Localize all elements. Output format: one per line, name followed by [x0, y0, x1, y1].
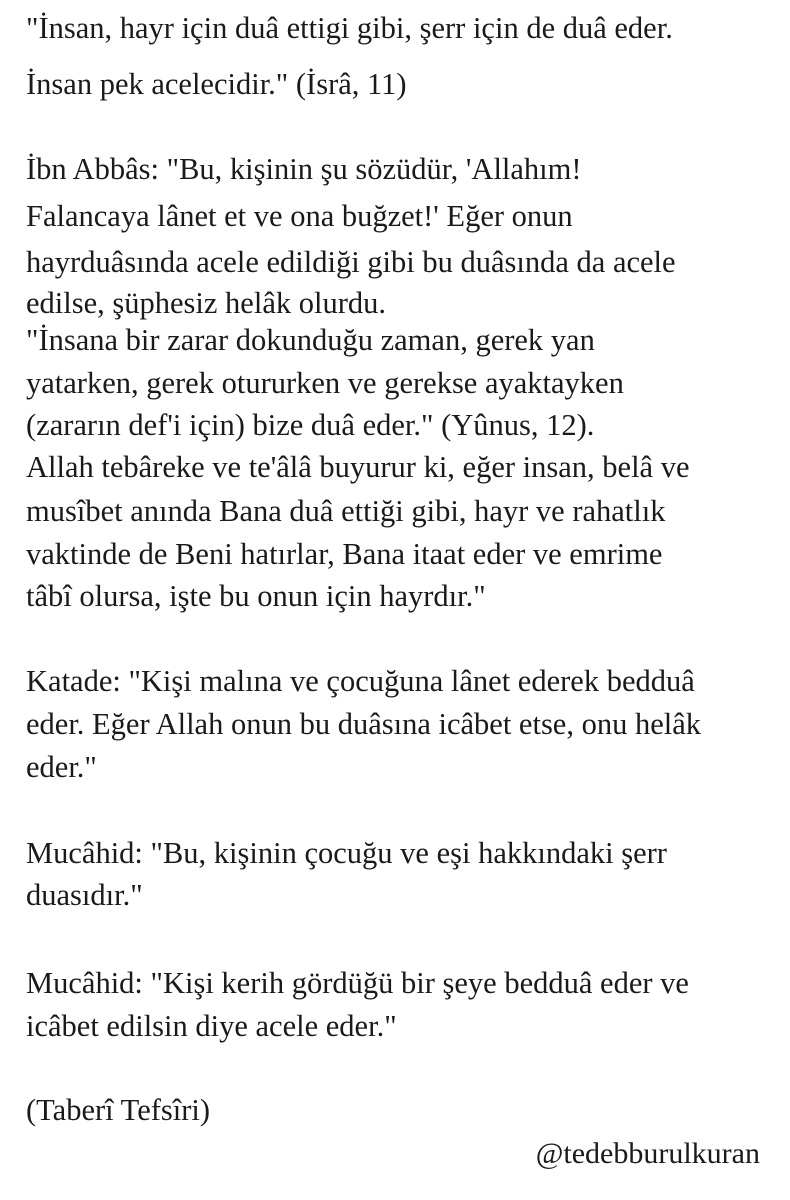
text-line: İnsan pek acelecidir." (İsrâ, 11): [26, 67, 407, 101]
text-line: Katade: "Kişi malına ve çocuğuna lânet ederek bedduâ: [26, 664, 695, 698]
text-line: eder. Eğer Allah onun bu duâsına icâbet etse, onu helâk: [26, 707, 702, 741]
text-line: (zararın def'i için) bize duâ eder." (Yûnus, 12).: [26, 408, 595, 442]
text-line: Mucâhid: "Bu, kişinin çocuğu ve eşi hakkındaki şerr: [26, 836, 667, 870]
text-line: Mucâhid: "Kişi kerih gördüğü bir şeye bedduâ eder ve: [26, 966, 689, 1000]
text-line: eder.": [26, 750, 97, 784]
text-line: İbn Abbâs: "Bu, kişinin şu sözüdür, 'Allahım!: [26, 152, 582, 186]
text-line: icâbet edilsin diye acele eder.": [26, 1009, 397, 1043]
text-line: hayrduâsında acele edildiği gibi bu duâsında da acele: [26, 245, 676, 279]
text-line: "İnsan, hayr için duâ ettigi gibi, şerr için de duâ eder.: [26, 11, 673, 45]
text-line: Allah tebâreke ve te'âlâ buyurur ki, eğer insan, belâ ve: [26, 450, 690, 484]
source-citation: (Taberî Tefsîri): [26, 1093, 211, 1127]
text-line: Falancaya lânet et ve ona buğzet!' Eğer onun: [26, 199, 573, 233]
text-line: yatarken, gerek otururken ve gerekse ayaktayken: [26, 366, 624, 400]
text-line: tâbî olursa, işte bu onun için hayrdır.": [26, 579, 486, 613]
text-line: "İnsana bir zarar dokunduğu zaman, gerek yan: [26, 323, 595, 357]
text-line: musîbet anında Bana duâ ettiği gibi, hayr ve rahatlık: [26, 494, 666, 528]
author-handle: @tedebburulkuran: [535, 1137, 760, 1170]
text-line: vaktinde de Beni hatırlar, Bana itaat eder ve emrime: [26, 537, 663, 571]
text-line: duasıdır.": [26, 878, 143, 912]
text-line: edilse, şüphesiz helâk olurdu.: [26, 286, 386, 320]
